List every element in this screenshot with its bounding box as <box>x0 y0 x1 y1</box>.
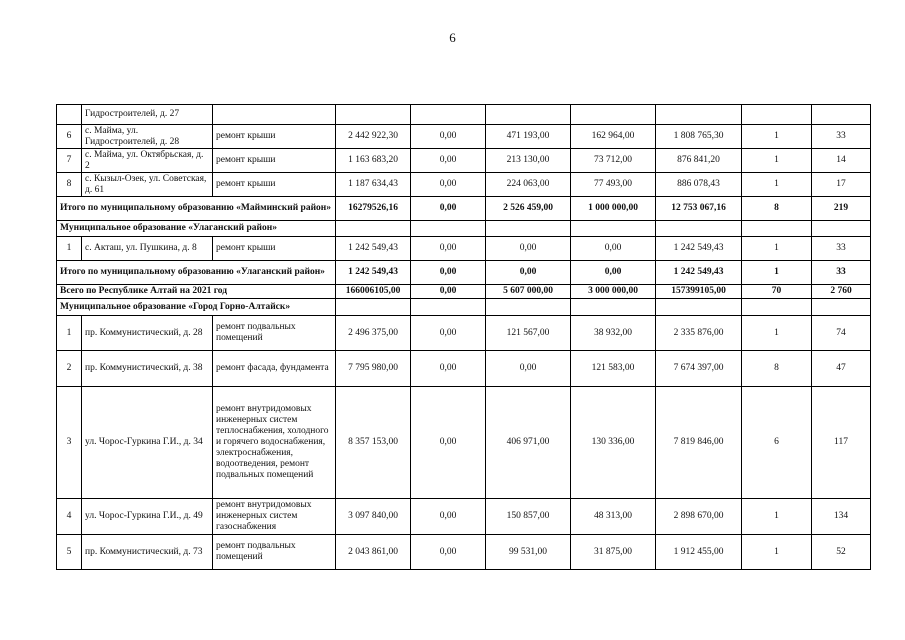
value-cell-v7: 14 <box>812 149 871 173</box>
value-cell-v3: 121 567,00 <box>486 316 571 351</box>
empty-cell <box>486 221 571 237</box>
page-number: 6 <box>449 30 456 45</box>
work-type-cell: ремонт внутридомовых инженерных систем теплоснабжения, холодного и горячего водоснабжения, электроснабжения, водоотведения, ремонт подвальных помещений <box>213 387 336 499</box>
total-value-v5: 1 242 549,43 <box>656 261 742 285</box>
total-value-v2: 0,00 <box>411 261 486 285</box>
value-cell-v2: 0,00 <box>411 387 486 499</box>
total-row <box>57 197 871 221</box>
empty-cell <box>411 299 486 316</box>
value-cell-v6: 1 <box>742 316 812 351</box>
value-cell-v3: 0,00 <box>486 351 571 387</box>
work-type-cell: ремонт крыши <box>213 149 336 173</box>
value-cell-v1: 8 357 153,00 <box>336 387 411 499</box>
empty-cell <box>411 221 486 237</box>
row-number: 7 <box>57 149 82 173</box>
value-cell-v5: 2 898 670,00 <box>656 499 742 535</box>
value-cell-v7 <box>812 105 871 125</box>
empty-cell <box>812 221 871 237</box>
total-value-v4: 0,00 <box>571 261 656 285</box>
value-cell-v4: 48 313,00 <box>571 499 656 535</box>
address-cell: ул. Чорос-Гуркина Г.И., д. 34 <box>82 387 213 499</box>
row-number <box>57 105 82 125</box>
value-cell-v3: 0,00 <box>486 237 571 261</box>
value-cell-v7: 134 <box>812 499 871 535</box>
total-row <box>57 285 871 299</box>
row-number: 3 <box>57 387 82 499</box>
work-type-cell: ремонт подвальных помещений <box>213 316 336 351</box>
table-row <box>57 535 871 570</box>
work-type-cell: ремонт крыши <box>213 125 336 149</box>
value-cell-v6: 8 <box>742 351 812 387</box>
row-number: 8 <box>57 173 82 197</box>
total-value-v5: 12 753 067,16 <box>656 197 742 221</box>
value-cell-v2 <box>411 105 486 125</box>
row-number: 2 <box>57 351 82 387</box>
address-cell: ул. Чорос-Гуркина Г.И., д. 49 <box>82 499 213 535</box>
work-type-cell: ремонт фасада, фундамента <box>213 351 336 387</box>
capital-repair-table <box>56 104 871 570</box>
value-cell-v4: 73 712,00 <box>571 149 656 173</box>
value-cell-v4: 77 493,00 <box>571 173 656 197</box>
total-value-v7: 2 760 <box>812 285 871 299</box>
value-cell-v7: 74 <box>812 316 871 351</box>
address-cell: с. Кызыл-Озек, ул. Советская, д. 61 <box>82 173 213 197</box>
value-cell-v5: 886 078,43 <box>656 173 742 197</box>
total-value-v1: 1 242 549,43 <box>336 261 411 285</box>
value-cell-v7: 33 <box>812 237 871 261</box>
total-value-v2: 0,00 <box>411 285 486 299</box>
table-row <box>57 125 871 149</box>
value-cell-v3: 213 130,00 <box>486 149 571 173</box>
value-cell-v7: 17 <box>812 173 871 197</box>
total-value-v6: 1 <box>742 261 812 285</box>
total-value-v4: 1 000 000,00 <box>571 197 656 221</box>
value-cell-v2: 0,00 <box>411 499 486 535</box>
total-value-v5: 157399105,00 <box>656 285 742 299</box>
table-row <box>57 351 871 387</box>
table-row <box>57 316 871 351</box>
value-cell-v1: 2 043 861,00 <box>336 535 411 570</box>
total-row <box>57 261 871 285</box>
address-cell: пр. Коммунистический, д. 73 <box>82 535 213 570</box>
row-number: 5 <box>57 535 82 570</box>
value-cell-v6: 1 <box>742 535 812 570</box>
value-cell-v2: 0,00 <box>411 149 486 173</box>
value-cell-v5: 7 819 846,00 <box>656 387 742 499</box>
value-cell-v3: 224 063,00 <box>486 173 571 197</box>
value-cell-v4: 130 336,00 <box>571 387 656 499</box>
value-cell-v7: 117 <box>812 387 871 499</box>
empty-cell <box>571 299 656 316</box>
value-cell-v3: 150 857,00 <box>486 499 571 535</box>
value-cell-v6: 1 <box>742 173 812 197</box>
empty-cell <box>336 299 411 316</box>
empty-cell <box>742 221 812 237</box>
value-cell-v5: 1 242 549,43 <box>656 237 742 261</box>
value-cell-v7: 52 <box>812 535 871 570</box>
value-cell-v1: 1 187 634,43 <box>336 173 411 197</box>
table-row <box>57 173 871 197</box>
total-value-v3: 0,00 <box>486 261 571 285</box>
work-type-cell: ремонт крыши <box>213 173 336 197</box>
total-label: Итого по муниципальному образованию «Улаганский район» <box>57 261 336 285</box>
value-cell-v7: 47 <box>812 351 871 387</box>
total-value-v6: 8 <box>742 197 812 221</box>
value-cell-v1: 7 795 980,00 <box>336 351 411 387</box>
value-cell-v6: 1 <box>742 125 812 149</box>
value-cell-v4: 121 583,00 <box>571 351 656 387</box>
value-cell-v2: 0,00 <box>411 316 486 351</box>
address-cell: пр. Коммунистический, д. 28 <box>82 316 213 351</box>
empty-cell <box>336 221 411 237</box>
value-cell-v5: 876 841,20 <box>656 149 742 173</box>
empty-cell <box>486 299 571 316</box>
value-cell-v1: 2 496 375,00 <box>336 316 411 351</box>
value-cell-v2: 0,00 <box>411 351 486 387</box>
value-cell-v7: 33 <box>812 125 871 149</box>
total-label: Всего по Республике Алтай на 2021 год <box>57 285 336 299</box>
total-value-v7: 219 <box>812 197 871 221</box>
address-cell: с. Майма, ул. Октябрьская, д. 2 <box>82 149 213 173</box>
table-row <box>57 499 871 535</box>
empty-cell <box>656 221 742 237</box>
row-number: 6 <box>57 125 82 149</box>
address-cell: пр. Коммунистический, д. 38 <box>82 351 213 387</box>
total-value-v4: 3 000 000,00 <box>571 285 656 299</box>
value-cell-v2: 0,00 <box>411 237 486 261</box>
address-cell: Гидростроителей, д. 27 <box>82 105 213 125</box>
work-type-cell: ремонт внутридомовых инженерных систем газоснабжения <box>213 499 336 535</box>
table-row <box>57 387 871 499</box>
value-cell-v5: 2 335 876,00 <box>656 316 742 351</box>
value-cell-v3: 406 971,00 <box>486 387 571 499</box>
value-cell-v4: 162 964,00 <box>571 125 656 149</box>
address-cell: с. Майма, ул. Гидростроителей, д. 28 <box>82 125 213 149</box>
total-value-v1: 16279526,16 <box>336 197 411 221</box>
row-number: 1 <box>57 237 82 261</box>
value-cell-v6: 1 <box>742 499 812 535</box>
value-cell-v4: 38 932,00 <box>571 316 656 351</box>
total-label: Итого по муниципальному образованию «Майминский район» <box>57 197 336 221</box>
table-body <box>57 105 871 570</box>
work-type-cell <box>213 105 336 125</box>
value-cell-v4: 0,00 <box>571 237 656 261</box>
value-cell-v4 <box>571 105 656 125</box>
value-cell-v6: 6 <box>742 387 812 499</box>
value-cell-v1: 2 442 922,30 <box>336 125 411 149</box>
value-cell-v2: 0,00 <box>411 173 486 197</box>
address-cell: с. Акташ, ул. Пушкина, д. 8 <box>82 237 213 261</box>
value-cell-v3: 471 193,00 <box>486 125 571 149</box>
table-row <box>57 237 871 261</box>
value-cell-v1: 1 242 549,43 <box>336 237 411 261</box>
table-row <box>57 149 871 173</box>
empty-cell <box>742 299 812 316</box>
work-type-cell: ремонт подвальных помещений <box>213 535 336 570</box>
section-title: Муниципальное образование «Город Горно-Алтайск» <box>57 299 336 316</box>
empty-cell <box>571 221 656 237</box>
total-value-v3: 5 607 000,00 <box>486 285 571 299</box>
empty-cell <box>656 299 742 316</box>
row-number: 4 <box>57 499 82 535</box>
row-number: 1 <box>57 316 82 351</box>
value-cell-v5: 1 808 765,30 <box>656 125 742 149</box>
value-cell-v1: 1 163 683,20 <box>336 149 411 173</box>
empty-cell <box>812 299 871 316</box>
value-cell-v1 <box>336 105 411 125</box>
total-value-v6: 70 <box>742 285 812 299</box>
value-cell-v5 <box>656 105 742 125</box>
value-cell-v4: 31 875,00 <box>571 535 656 570</box>
section-header-row <box>57 299 871 316</box>
value-cell-v6: 1 <box>742 149 812 173</box>
total-value-v1: 166006105,00 <box>336 285 411 299</box>
value-cell-v1: 3 097 840,00 <box>336 499 411 535</box>
total-value-v2: 0,00 <box>411 197 486 221</box>
section-header-row <box>57 221 871 237</box>
value-cell-v6 <box>742 105 812 125</box>
value-cell-v5: 7 674 397,00 <box>656 351 742 387</box>
value-cell-v5: 1 912 455,00 <box>656 535 742 570</box>
value-cell-v3: 99 531,00 <box>486 535 571 570</box>
total-value-v7: 33 <box>812 261 871 285</box>
total-value-v3: 2 526 459,00 <box>486 197 571 221</box>
section-title: Муниципальное образование «Улаганский район» <box>57 221 336 237</box>
value-cell-v3 <box>486 105 571 125</box>
value-cell-v2: 0,00 <box>411 125 486 149</box>
work-type-cell: ремонт крыши <box>213 237 336 261</box>
value-cell-v2: 0,00 <box>411 535 486 570</box>
table-row <box>57 105 871 125</box>
value-cell-v6: 1 <box>742 237 812 261</box>
